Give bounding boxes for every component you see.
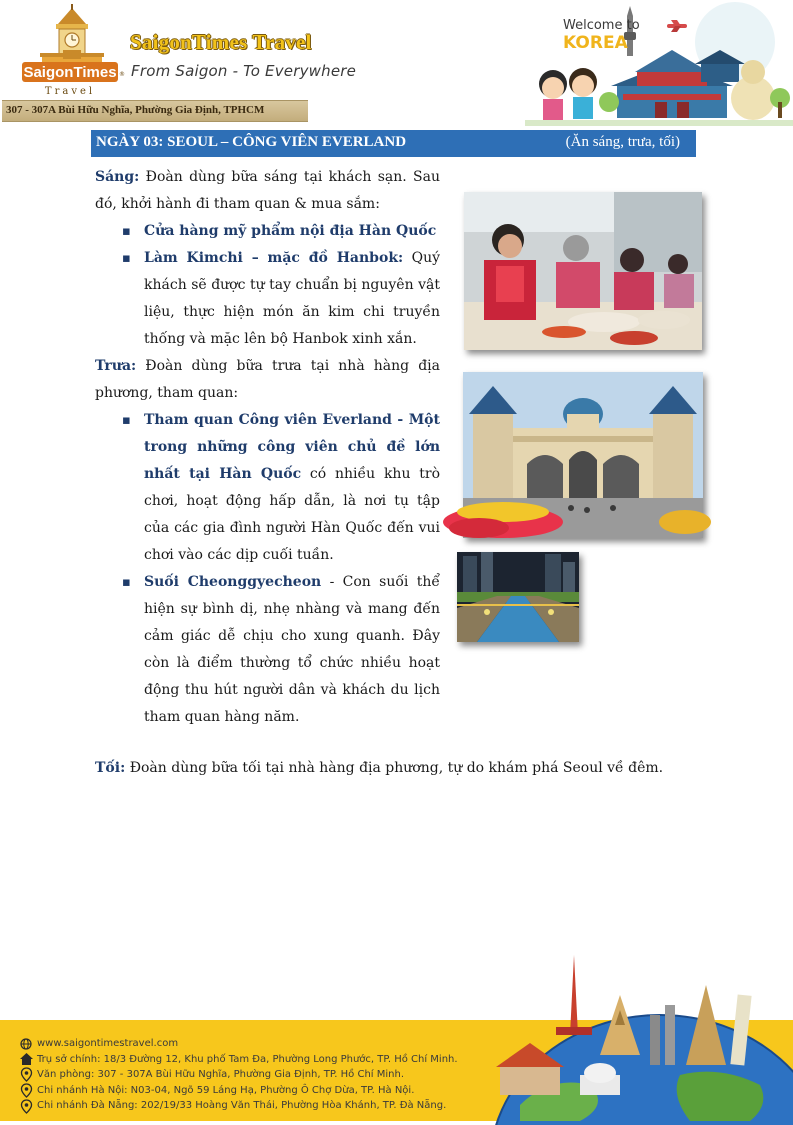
saigontimes-logo <box>22 4 124 98</box>
morning-paragraph <box>95 164 440 218</box>
morning-text: Đoàn dùng bữa sáng tại khách sạn. Sau đó, khởi hành đi tham quan & mua sắm: <box>95 169 440 212</box>
welcome-korea-illustration <box>525 2 793 126</box>
location-pin-icon <box>19 1100 33 1113</box>
footer-danang: Chi nhánh Đà Nẵng: 202/19/33 Hoàng Văn Thái, Phường Hòa Khánh, TP. Đà Nẵng. <box>37 1100 447 1112</box>
evening-label: Tối: <box>95 760 126 776</box>
svg-text:®: ® <box>119 71 125 78</box>
home-icon <box>19 1053 33 1066</box>
brand-slogan: From Saigon - To Everywhere <box>131 62 357 80</box>
list-item <box>144 569 440 731</box>
world-landmarks-globe <box>460 955 793 1121</box>
brand-title: SaigonTimes Travel <box>130 30 312 54</box>
noon-text: Đoàn dùng bữa trưa tại nhà hàng địa phương, tham quan: <box>95 358 440 401</box>
globe-icon <box>19 1037 33 1050</box>
noon-label: Trưa: <box>95 358 137 374</box>
day-meals: (Ăn sáng, trưa, tối) <box>565 134 680 150</box>
day-title: NGÀY 03: SEOUL – CÔNG VIÊN EVERLAND <box>96 134 407 150</box>
footer-website-line <box>19 1036 499 1052</box>
list-item-title: Suối Cheonggyecheon <box>144 574 322 590</box>
morning-list <box>95 218 440 353</box>
footer-contacts <box>19 1036 499 1114</box>
footer-hq: Trụ sở chính: 18/3 Đường 12, Khu phố Tam Đa, Phường Long Phước, TP. Hồ Chí Minh. <box>37 1053 458 1065</box>
footer-hanoi: Chi nhánh Hà Nội: N03-04, Ngõ 59 Láng Hạ, Phường Ô Chợ Dừa, TP. Hà Nội. <box>37 1084 415 1096</box>
footer-danang-line <box>19 1098 499 1114</box>
footer-website[interactable]: www.saigontimestravel.com <box>37 1038 179 1049</box>
welcome-line2: KOREA <box>563 33 628 53</box>
everland-gate-photo <box>463 372 703 538</box>
itinerary-content <box>95 164 440 731</box>
list-item <box>144 218 440 245</box>
evening-paragraph <box>95 755 715 782</box>
list-item-text: - Con suối thể hiện sự bình dị, nhẹ nhàng và mang đến cảm giác dễ chịu cho xung quanh. Đây còn là điểm thường tổ chức nhiều hoạt động thu hút người dân và khách du lịch tham quan hàng năm. <box>144 574 440 725</box>
location-pin-icon <box>19 1084 33 1097</box>
welcome-line1: Welcome to <box>563 18 640 33</box>
noon-list <box>95 407 440 731</box>
footer-office-line <box>19 1067 499 1083</box>
kimchi-making-photo <box>464 192 702 350</box>
logo-sub: Travel <box>44 86 96 97</box>
list-item <box>144 407 440 569</box>
address-bar <box>2 100 308 122</box>
footer-hq-line <box>19 1052 499 1068</box>
morning-label: Sáng: <box>95 169 140 185</box>
logo-wordmark: SaigonTimes <box>23 64 117 81</box>
evening-text: Đoàn dùng bữa tối tại nhà hàng địa phương, tự do khám phá Seoul về đêm. <box>125 760 664 776</box>
noon-paragraph <box>95 353 440 407</box>
footer-office: Văn phòng: 307 - 307A Bùi Hữu Nghĩa, Phường Gia Định, TP. Hồ Chí Minh. <box>37 1069 405 1081</box>
list-item <box>144 245 440 353</box>
header-address: 307 - 307A Bùi Hữu Nghĩa, Phường Gia Định, TPHCM <box>6 104 265 116</box>
list-item-title: Cửa hàng mỹ phẩm nội địa Hàn Quốc <box>144 223 437 239</box>
list-item-text: có nhiều khu trò chơi, hoạt động hấp dẫn, là nơi tụ tập của các gia đình người Hàn Quốc đến vui chơi vào các dịp cuối tuần. <box>144 466 440 563</box>
footer-hanoi-line <box>19 1083 499 1099</box>
day-header-bar <box>91 130 698 157</box>
list-item-title: Làm Kimchi – mặc đồ Hanbok: <box>144 250 404 266</box>
list-item-title: Tham quan Công viên Everland - Một trong những công viên chủ đề lớn nhất tại Hàn Quốc <box>144 412 440 482</box>
location-pin-icon <box>19 1068 33 1081</box>
list-item-text: Quý khách sẽ được tự tay chuẩn bị nguyên vật liệu, thực hiện món ăn kim chi truyền thống và mặc lên bộ Hanbok xinh xắn. <box>144 250 440 347</box>
cheonggyecheon-stream-photo <box>457 552 579 642</box>
